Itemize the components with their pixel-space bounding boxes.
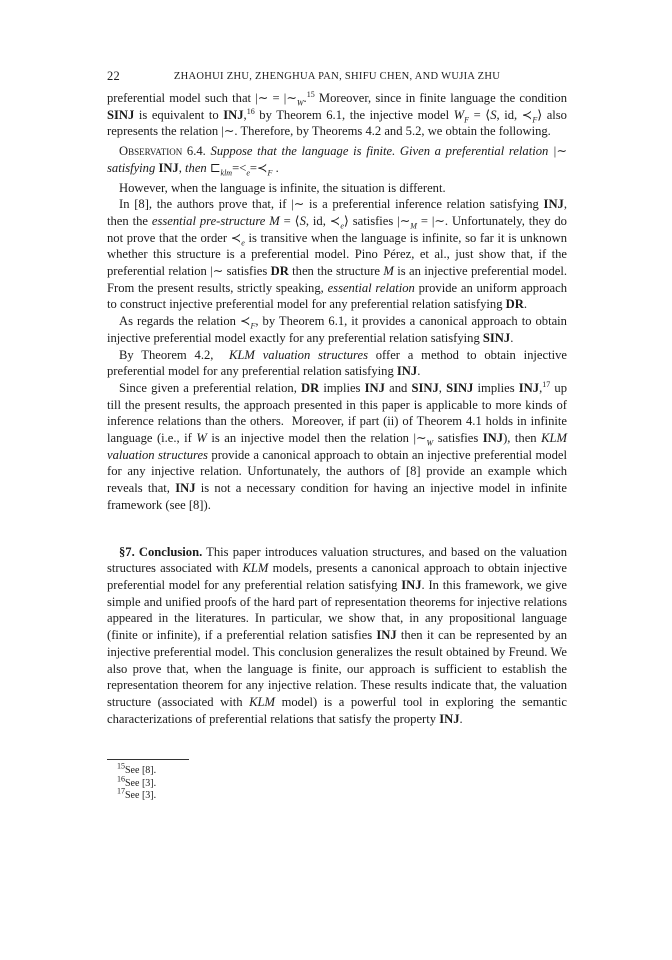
footnote: $^{15}$See [8]. (117, 761, 157, 777)
paragraph-as-regards: As regards the relation $≺_F$, by Theorem 6.1, it provides a canonical approach to obtain injective preferential model exactly for any preferential relation satisfying SINJ. (107, 314, 567, 345)
paragraph-theorem-4-2: By Theorem 4.2, KLM valuation structures offer a method to obtain injective preferential model for any preferential relation satisfying INJ. (107, 347, 567, 379)
footnote: $^{17}$See [3]. (117, 786, 157, 802)
section-7-conclusion: §7. Conclusion. This paper introduces valuation structures, and based on the valuation structures associated with KLM models, presents a canonical approach to obtain injective preferential model for any preferential relation satisfying INJ. In this framework, we give simple and unified proofs of the hard part of representation theorems for injective relations appeared in the literatures. In particular, we show that, in any propositional language (finite or infinite), if a preferential relation satisfies INJ then it can be represented by an injective preferential model. This conclusion generalizes the result obtained by Freund. We also prove that, when the language is finite, our approach is sufficient to establish the representation theorem for any injective relation. These results indicate that, the valuation structure (associated with KLM model) is a powerful tool in exploring the semantic characterizations of preferential relations that satisfy the property INJ. (107, 544, 567, 726)
paragraph-in-8: In [8], the authors prove that, if |∼ is a preferential inference relation satisfying INJ, then the essential pre-structure M = ⟨S, id, $≺_e⟩$ satisfies $|\sim_M$ = |∼. Unfortunately, they do not prove that the order $≺_e$ is transitive when the language is infinite, so far it is unknown whether this structure is a preferential model. Pino Pérez, et al., just show that, if the preferential relation |∼ satisfies DR then the structure M is an injective preferential model. From the present results, strictly speaking, essential relation provide an uniform approach to construct injective preferential model for any preferential relation satisfying DR. (107, 197, 567, 312)
paragraph-since-given: Since given a preferential relation, DR implies INJ and SINJ, SINJ implies INJ,$^{17}$ up till the present results, the approach presented in this paper is applicable to more kinds of inference relations than the others. Moreover, if part (ii) of Theorem 4.1 holds in infinite language (i.e., if W is an injective model then the relation $|\sim_W$ satisfies INJ), then KLM valuation structures provide a canonical approach to obtain an injective preferential model for any injective relation. Unfortunately, the authors of [8] provide an example which reveals that, INJ is not a necessary condition for having an injective model in infinite framework (see [8]). (107, 379, 567, 512)
page-number: 22 (107, 69, 121, 83)
observation-label: Observation 6.4. (119, 144, 206, 159)
footnote: $^{16}$See [3]. (117, 774, 157, 789)
paper-page (107, 68, 567, 803)
running-head-authors: ZHAOHUI ZHU, ZHENGHUA PAN, SHIFU CHEN, AND WUJIA ZHU (173, 71, 501, 82)
paragraph-however: However, when the language is infinite, the situation is different. (119, 180, 446, 195)
footnotes (107, 759, 567, 803)
observation-6-4: Observation 6.4. Suppose that the language is finite. Given a preferential relation |∼ satisfying INJ, then $⊏_{klm}=<_e=≺_F$ . (107, 144, 567, 178)
running-head (107, 68, 567, 90)
section-heading: §7. Conclusion. (119, 544, 203, 559)
paragraph-continuation: preferential model such that |∼ = $|\sim_W.^{15}$ Moreover, since in finite language the condition SINJ is equivalent to INJ,$^{16}$ by Theorem 6.1, the injective model $W_F$ = ⟨S, id, $≺_F⟩$ also represents the relation |∼. Therefore, by Theorems 4.2 and 5.2, we obtain the following. (107, 89, 567, 139)
footnote-rule (107, 759, 189, 760)
